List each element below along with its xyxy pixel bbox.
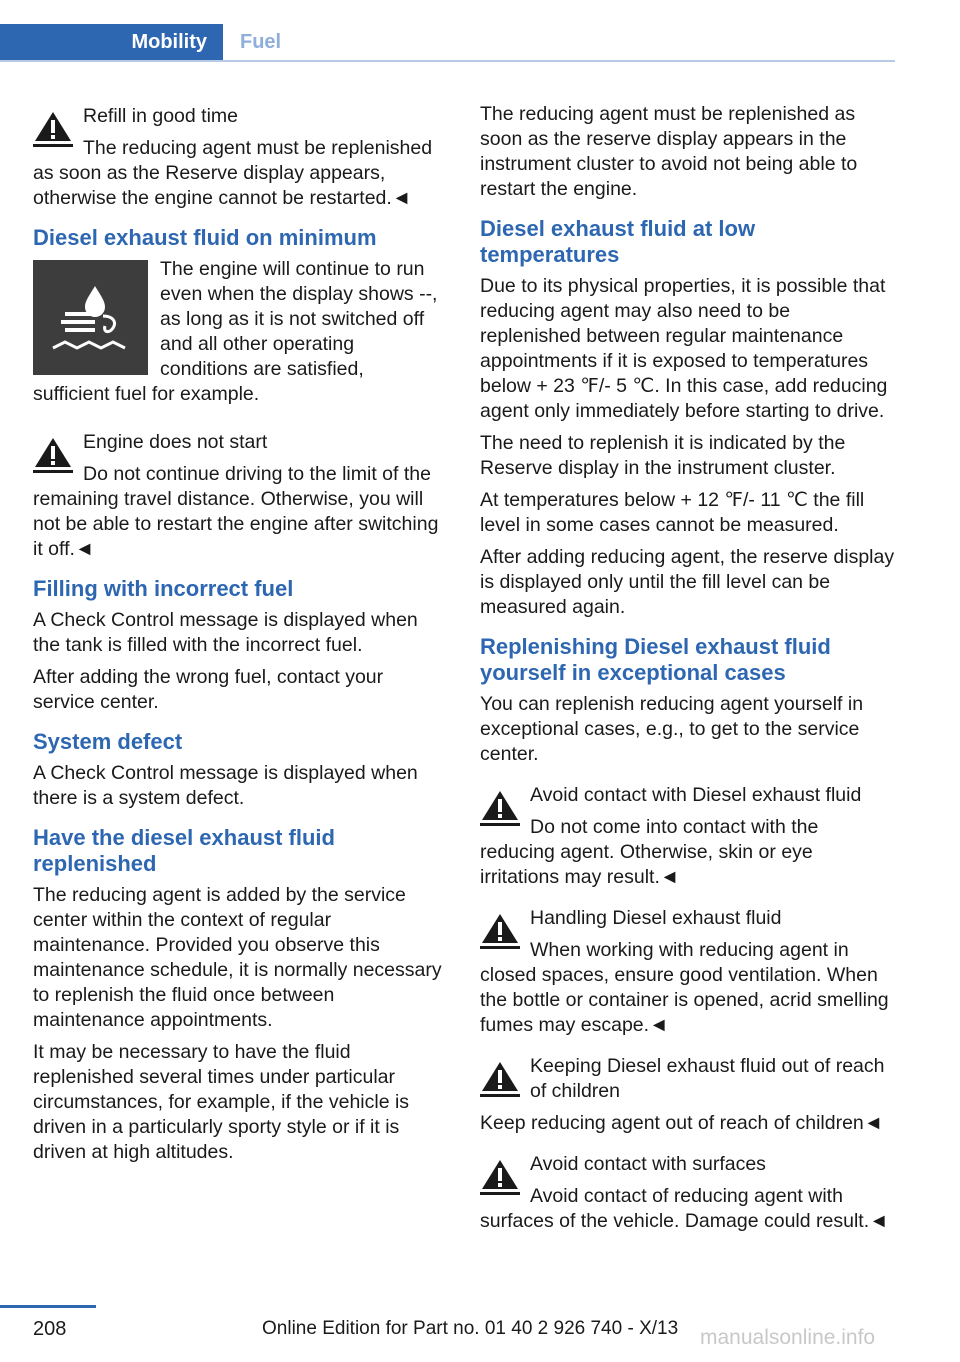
watermark: manualsonline.info [700,1326,876,1349]
dashboard-symbol-icon [33,260,148,375]
edition-text: Online Edition for Part no. 01 40 2 926 740 - X/13 [262,1318,679,1339]
page-header [0,24,895,62]
warning-body: The reducing agent must be replenished as soon as the Reserve display appears, otherwise the engine cannot be restarted.◄ [33,137,433,209]
section-tab-fuel[interactable]: Fuel [240,31,282,53]
paragraph: It may be necessary to have the fluid replenished several times under particular circumstances, for example, if the vehicle is driven in a particularly sporty style or if it is driven at high altitudes. [33,1041,410,1163]
warning-title: Keeping Diesel exhaust fluid out of reach of children [530,1055,885,1102]
warning-body: When working with reducing agent in closed spaces, ensure good ventilation. When the bottle or container is opened, acrid smelling fumes may escape.◄ [480,939,889,1036]
paragraph: After adding reducing agent, the reserve display is displayed only until the fill level can be measured again. [480,546,895,618]
warning-triangle-icon [480,1158,520,1196]
warning-triangle-icon [33,110,73,148]
warning-triangle-icon [33,436,73,474]
paragraph: A Check Control message is displayed when there is a system defect. [33,762,418,809]
paragraph: At temperatures below + 12 ℉/- 11 ℃ the fill level in some cases cannot be measured. [480,489,865,536]
warning-body: Keep reducing agent out of reach of children◄ [480,1112,884,1134]
paragraph: After adding the wrong fuel, contact your service center. [33,666,384,713]
paragraph: The reducing agent is added by the service center within the context of regular maintenance. Provided you observe this maintenance schedule, it is normally necessary to replenish the fluid once between maintenance appointments. [33,884,442,1031]
paragraph: You can replenish reducing agent yourself in exceptional cases, e.g., to get to the service center. [480,693,864,765]
warning-title: Engine does not start [83,431,268,453]
warning-title: Avoid contact with surfaces [530,1153,766,1175]
heading-def-minimum: Diesel exhaust fluid on minimum [33,225,377,250]
heading-replenish-yourself: Replenishing Diesel exhaust fluid yourself in exceptional cases [480,634,831,685]
warning-title: Avoid contact with Diesel exhaust fluid [530,784,862,806]
left-column [33,102,445,1172]
warning-refill [33,102,445,211]
warning-triangle-icon [480,1060,520,1098]
dashboard-text: The engine will continue to run even when the display shows --, as long as it is not switched off and all other operating conditions are satisfied, sufficient fuel for example. [33,258,438,405]
warning-triangle-icon [480,912,520,950]
heading-have-replenished: Have the diesel exhaust fluid replenished [33,825,335,876]
paragraph: The need to replenish it is indicated by the Reserve display in the instrument cluster. [480,432,846,479]
heading-system-defect: System defect [33,729,183,754]
warning-surfaces [480,1150,895,1234]
footer-divider [0,1305,96,1308]
warning-body: Do not come into contact with the reducing agent. Otherwise, skin or eye irritations may result.◄ [480,816,819,888]
warning-triangle-icon [480,789,520,827]
page-number: 208 [33,1318,67,1340]
paragraph: A Check Control message is displayed when the tank is filled with the incorrect fuel. [33,609,418,656]
right-column [480,102,895,1241]
warning-title: Handling Diesel exhaust fluid [530,907,782,929]
dashboard-section [33,257,445,414]
warning-children [480,1052,895,1136]
section-tab-mobility[interactable]: Mobility [0,24,223,60]
warning-title: Refill in good time [83,105,238,127]
paragraph: Due to its physical properties, it is possible that reducing agent may also need to be replenished between regular maintenance appointments if it is exposed to temperatures below + 23 ℉/- 5 ℃. In this case, add reducing agent only immediately before starting to drive. [480,275,888,422]
warning-body: Do not continue driving to the limit of the remaining travel distance. Otherwise, you will not be able to restart the engine after switching it off.◄ [33,463,439,560]
header-divider [0,60,895,62]
paragraph: The reducing agent must be replenished as soon as the reserve display appears in the instrument cluster to avoid not being able to restart the engine. [480,103,858,200]
warning-handling [480,904,895,1038]
warning-engine-start [33,428,445,562]
heading-low-temperatures: Diesel exhaust fluid at low temperatures [480,216,756,267]
warning-avoid-contact [480,781,895,890]
warning-body: Avoid contact of reducing agent with surfaces of the vehicle. Damage could result.◄ [480,1185,889,1232]
heading-incorrect-fuel: Filling with incorrect fuel [33,576,294,601]
